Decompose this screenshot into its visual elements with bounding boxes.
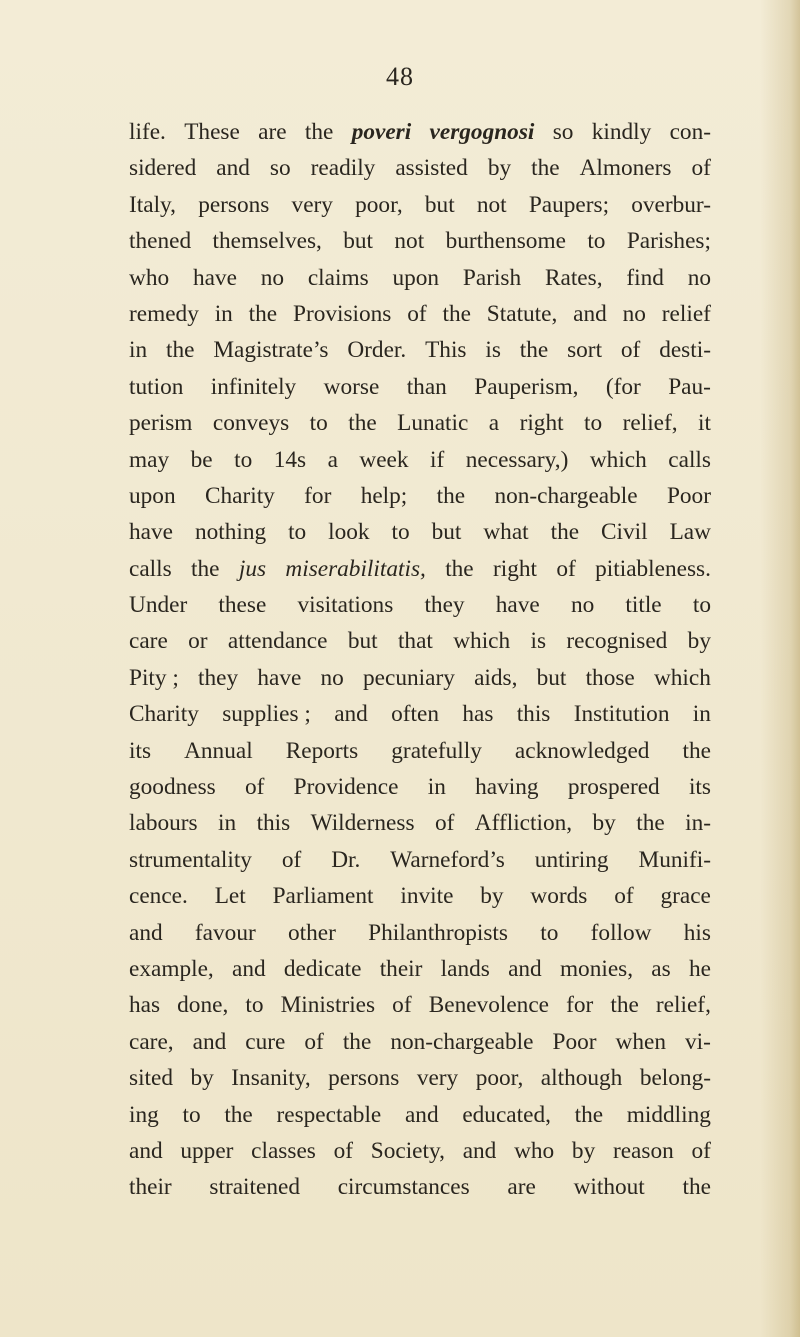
word: Magistrate’s bbox=[213, 337, 329, 364]
text-line bbox=[129, 587, 711, 623]
word: Lunatic bbox=[397, 410, 469, 437]
word: goodness bbox=[129, 774, 216, 801]
word: con- bbox=[669, 119, 711, 145]
word: Almoners bbox=[579, 155, 672, 182]
word: the bbox=[445, 555, 474, 582]
word: monies, bbox=[559, 955, 634, 982]
word: Insanity, bbox=[231, 1065, 311, 1092]
word: aids, bbox=[474, 664, 518, 691]
word: acknowledged bbox=[514, 737, 650, 764]
word: life. bbox=[129, 119, 166, 145]
word: which bbox=[589, 446, 647, 473]
word: for bbox=[304, 482, 332, 509]
word: help; bbox=[360, 482, 408, 509]
text-line bbox=[129, 805, 711, 841]
word: title bbox=[625, 592, 662, 619]
word: but bbox=[424, 191, 455, 218]
word: kindly bbox=[591, 119, 652, 145]
word: thened bbox=[129, 228, 192, 255]
text-line bbox=[129, 1169, 711, 1205]
word: Annual bbox=[184, 737, 253, 764]
text-line bbox=[129, 114, 711, 150]
word: themselves, bbox=[212, 228, 322, 255]
text-line bbox=[129, 405, 711, 441]
word: they bbox=[198, 664, 239, 691]
word: nothing bbox=[194, 519, 267, 546]
word: than bbox=[406, 373, 447, 400]
text-line bbox=[129, 878, 711, 914]
word: of bbox=[244, 774, 265, 801]
word: visitations bbox=[297, 592, 394, 619]
word: if bbox=[430, 446, 445, 473]
word: gratefully bbox=[391, 737, 482, 764]
word: in bbox=[129, 337, 148, 364]
word: and bbox=[508, 955, 542, 982]
text-line bbox=[129, 733, 711, 769]
word: care bbox=[129, 628, 168, 655]
word: of bbox=[620, 337, 641, 364]
page-number: 48 bbox=[386, 62, 414, 91]
word: this bbox=[516, 701, 551, 728]
word: ing bbox=[129, 1101, 159, 1128]
word: vi- bbox=[685, 1028, 711, 1055]
word: in bbox=[692, 701, 711, 728]
word: belong- bbox=[639, 1065, 711, 1092]
word: the bbox=[636, 810, 665, 837]
word: who bbox=[129, 264, 170, 291]
word: has bbox=[129, 992, 161, 1019]
word: relief, bbox=[622, 410, 678, 437]
word: the bbox=[342, 1028, 372, 1055]
word: although bbox=[540, 1065, 623, 1092]
word: a bbox=[327, 446, 338, 473]
word: tution bbox=[129, 373, 184, 400]
word: persons bbox=[198, 191, 270, 218]
word: may bbox=[129, 446, 170, 473]
text-line bbox=[129, 1024, 711, 1060]
word: by bbox=[480, 883, 504, 910]
word: often bbox=[391, 701, 440, 728]
word: of bbox=[691, 155, 711, 182]
word: the bbox=[165, 337, 195, 364]
word: supplies ; bbox=[222, 701, 311, 728]
text-line bbox=[129, 623, 711, 659]
word: remedy bbox=[129, 300, 199, 327]
word: which bbox=[453, 628, 511, 655]
word: poor, bbox=[475, 1065, 524, 1092]
word: Charity bbox=[204, 482, 275, 509]
word: (for bbox=[605, 373, 641, 400]
word: Warneford’s bbox=[390, 846, 505, 873]
word: its bbox=[129, 737, 152, 764]
word: Charity bbox=[129, 701, 199, 728]
word: of bbox=[691, 1137, 711, 1164]
word: recognised bbox=[566, 628, 668, 655]
word: to bbox=[234, 446, 253, 473]
word: overbur- bbox=[631, 191, 711, 218]
word: perism bbox=[129, 410, 193, 437]
word: Poor bbox=[552, 1028, 597, 1055]
word: by bbox=[687, 628, 711, 655]
word: Affliction, bbox=[474, 810, 573, 837]
word: the bbox=[304, 119, 334, 145]
word: have bbox=[192, 264, 237, 291]
word: Poor bbox=[666, 482, 711, 509]
word: have bbox=[495, 592, 540, 619]
word: Paupers; bbox=[528, 191, 610, 218]
word: look bbox=[328, 519, 370, 546]
word: Statute, bbox=[486, 300, 558, 327]
word: to bbox=[692, 592, 711, 619]
word: upper bbox=[180, 1137, 234, 1164]
word: of bbox=[614, 883, 634, 910]
word: which bbox=[653, 664, 711, 691]
word: vergognosi bbox=[429, 119, 535, 145]
text-line bbox=[129, 915, 711, 951]
word: Ministries bbox=[280, 992, 376, 1019]
word: having bbox=[475, 774, 539, 801]
word: so bbox=[552, 119, 574, 145]
text-line bbox=[129, 769, 711, 805]
word: to bbox=[540, 919, 559, 946]
word: Let bbox=[214, 883, 246, 910]
word: This bbox=[425, 337, 467, 364]
word: follow bbox=[590, 919, 652, 946]
word: prospered bbox=[567, 774, 660, 801]
word: other bbox=[288, 919, 336, 946]
word: sort bbox=[567, 337, 603, 364]
word: his bbox=[683, 919, 711, 946]
text-line bbox=[129, 514, 711, 550]
word: upon bbox=[129, 482, 176, 509]
word: the bbox=[348, 410, 377, 437]
word: to bbox=[245, 992, 264, 1019]
word: of bbox=[304, 1028, 324, 1055]
word: right bbox=[519, 410, 564, 437]
word: who bbox=[514, 1137, 555, 1164]
text-line bbox=[129, 260, 711, 296]
word: readily bbox=[310, 155, 376, 182]
word: labours bbox=[129, 810, 198, 837]
word: cence. bbox=[129, 883, 188, 910]
word: and bbox=[404, 1101, 439, 1128]
text-line bbox=[129, 951, 711, 987]
word: the bbox=[682, 737, 711, 764]
word: of bbox=[333, 1137, 354, 1164]
word: Parliament bbox=[272, 883, 374, 910]
word: is bbox=[530, 628, 547, 655]
text-line bbox=[129, 332, 711, 368]
word: These bbox=[184, 119, 240, 145]
word: poveri bbox=[351, 119, 412, 145]
word: of bbox=[407, 300, 427, 327]
word: and bbox=[129, 1137, 163, 1164]
word: claims bbox=[307, 264, 369, 291]
word: invite bbox=[400, 883, 454, 910]
text-line bbox=[129, 551, 711, 587]
word: pitiableness. bbox=[595, 555, 711, 582]
word: and bbox=[129, 919, 163, 946]
word: classes bbox=[251, 1137, 316, 1164]
word: are bbox=[258, 119, 287, 145]
word: but bbox=[347, 628, 378, 655]
word: has bbox=[462, 701, 494, 728]
word: jus bbox=[238, 555, 267, 582]
word: their bbox=[379, 955, 423, 982]
word: desti- bbox=[659, 337, 711, 364]
word: calls bbox=[129, 555, 172, 582]
word: Parishes; bbox=[626, 228, 711, 255]
text-line bbox=[129, 1133, 711, 1169]
word: no bbox=[260, 264, 285, 291]
word: Civil bbox=[601, 519, 648, 546]
word: their bbox=[129, 1174, 172, 1201]
word: very bbox=[291, 191, 333, 218]
word: Institution bbox=[573, 701, 670, 728]
word: cure bbox=[245, 1028, 286, 1055]
word: are bbox=[507, 1174, 536, 1201]
word: those bbox=[585, 664, 635, 691]
word: Pity ; bbox=[129, 664, 179, 691]
word: and bbox=[573, 300, 607, 327]
word: the bbox=[550, 519, 580, 546]
word: he bbox=[688, 955, 711, 982]
word: Provisions bbox=[292, 300, 392, 327]
word: is bbox=[485, 337, 501, 364]
word: not bbox=[394, 228, 425, 255]
word: non-chargeable bbox=[494, 482, 638, 509]
word: no bbox=[622, 300, 646, 327]
word: assisted bbox=[395, 155, 468, 182]
word: Wilderness bbox=[310, 810, 415, 837]
text-line bbox=[129, 223, 711, 259]
word: a bbox=[488, 410, 500, 437]
word: week bbox=[359, 446, 409, 473]
word: and bbox=[216, 155, 250, 182]
word: Munifi- bbox=[638, 846, 711, 873]
word: be bbox=[190, 446, 213, 473]
word: attendance bbox=[227, 628, 328, 655]
word: and bbox=[192, 1028, 227, 1055]
word: 14s bbox=[273, 446, 307, 473]
word: middling bbox=[626, 1101, 711, 1128]
word: the bbox=[436, 482, 466, 509]
word: Benevolence bbox=[428, 992, 549, 1019]
word: but bbox=[431, 519, 462, 546]
word: that bbox=[397, 628, 433, 655]
word: the bbox=[224, 1101, 253, 1128]
word: conveys bbox=[212, 410, 290, 437]
text-line bbox=[129, 187, 711, 223]
word: circumstances bbox=[337, 1174, 470, 1201]
word: the bbox=[574, 1101, 604, 1128]
word: the bbox=[610, 992, 639, 1019]
word: sidered bbox=[129, 155, 197, 182]
word: miserabilitatis, bbox=[285, 555, 426, 582]
word: care, bbox=[129, 1028, 174, 1055]
word: of bbox=[434, 810, 455, 837]
word: lands bbox=[440, 955, 490, 982]
word: burthensome bbox=[445, 228, 566, 255]
word: the bbox=[248, 300, 278, 327]
word: sited bbox=[129, 1065, 174, 1092]
word: to bbox=[587, 228, 606, 255]
word: Pauperism, bbox=[474, 373, 579, 400]
word: grace bbox=[660, 883, 711, 910]
word: the bbox=[531, 155, 560, 182]
word: favour bbox=[194, 919, 256, 946]
word: the bbox=[682, 1174, 711, 1201]
text-line bbox=[129, 1097, 711, 1133]
word: the bbox=[191, 555, 220, 582]
word: no bbox=[570, 592, 595, 619]
word: its bbox=[688, 774, 711, 801]
word: worse bbox=[323, 373, 380, 400]
word: Italy, bbox=[129, 191, 177, 218]
word: example, bbox=[129, 955, 214, 982]
word: to bbox=[288, 519, 307, 546]
word: educated, bbox=[462, 1101, 551, 1128]
word: no bbox=[687, 264, 711, 291]
text-line bbox=[129, 987, 711, 1023]
word: Parish bbox=[462, 264, 522, 291]
word: dedicate bbox=[283, 955, 362, 982]
word: of bbox=[281, 846, 302, 873]
word: by bbox=[592, 810, 616, 837]
word: as bbox=[651, 955, 671, 982]
word: calls bbox=[668, 446, 711, 473]
word: to bbox=[182, 1101, 201, 1128]
word: they bbox=[424, 592, 465, 619]
word: untiring bbox=[534, 846, 609, 873]
word: Society, bbox=[370, 1137, 445, 1164]
word: non-chargeable bbox=[390, 1028, 534, 1055]
word: in bbox=[214, 300, 233, 327]
word: by bbox=[571, 1137, 596, 1164]
word: of bbox=[556, 555, 576, 582]
word: for bbox=[566, 992, 594, 1019]
word: to bbox=[309, 410, 328, 437]
word: when bbox=[615, 1028, 666, 1055]
word: persons bbox=[328, 1065, 400, 1092]
text-line bbox=[129, 696, 711, 732]
word: right bbox=[493, 555, 538, 582]
word: have bbox=[257, 664, 302, 691]
word: relief, bbox=[655, 992, 711, 1019]
word: so bbox=[269, 155, 291, 182]
word: without bbox=[573, 1174, 645, 1201]
word: upon bbox=[392, 264, 440, 291]
word: Providence bbox=[293, 774, 399, 801]
word: by bbox=[487, 155, 512, 182]
word: done, bbox=[177, 992, 229, 1019]
word: to bbox=[584, 410, 603, 437]
word: this bbox=[256, 810, 291, 837]
word: Reports bbox=[285, 737, 359, 764]
word: it bbox=[698, 410, 711, 437]
word: have bbox=[129, 519, 173, 546]
word: in bbox=[427, 774, 446, 801]
body-text bbox=[129, 114, 711, 1206]
word: relief bbox=[661, 300, 711, 327]
word: but bbox=[343, 228, 374, 255]
word: but bbox=[536, 664, 567, 691]
text-line bbox=[129, 442, 711, 478]
word: the bbox=[519, 337, 549, 364]
word: reason bbox=[612, 1137, 674, 1164]
word: Under bbox=[129, 592, 188, 619]
word: Dr. bbox=[331, 846, 361, 873]
text-line bbox=[129, 660, 711, 696]
word: and bbox=[462, 1137, 497, 1164]
word: respectable bbox=[276, 1101, 382, 1128]
text-line bbox=[129, 1060, 711, 1096]
word: no bbox=[320, 664, 344, 691]
word: not bbox=[476, 191, 507, 218]
text-line bbox=[129, 150, 711, 186]
word: and bbox=[231, 955, 266, 982]
word: words bbox=[530, 883, 588, 910]
text-line bbox=[129, 369, 711, 405]
word: poor, bbox=[355, 191, 403, 218]
word: Law bbox=[669, 519, 711, 546]
word: in- bbox=[685, 810, 711, 837]
word: by bbox=[190, 1065, 214, 1092]
word: Pau- bbox=[668, 373, 711, 400]
word: or bbox=[188, 628, 208, 655]
word: and bbox=[334, 701, 368, 728]
word: what bbox=[483, 519, 529, 546]
word: find bbox=[626, 264, 664, 291]
word: very bbox=[416, 1065, 459, 1092]
word: Order. bbox=[347, 337, 407, 364]
word: strumentality bbox=[129, 846, 252, 873]
word: to bbox=[391, 519, 410, 546]
word: of bbox=[392, 992, 412, 1019]
word: straitened bbox=[209, 1174, 300, 1201]
word: the bbox=[442, 300, 471, 327]
word: Rates, bbox=[544, 264, 603, 291]
word: necessary,) bbox=[465, 446, 569, 473]
word: these bbox=[218, 592, 267, 619]
word: Philanthropists bbox=[368, 919, 508, 946]
text-line bbox=[129, 842, 711, 878]
text-line bbox=[129, 478, 711, 514]
word: infinitely bbox=[210, 373, 297, 400]
text-line bbox=[129, 296, 711, 332]
word: pecuniary bbox=[363, 664, 455, 691]
word: in bbox=[218, 810, 237, 837]
